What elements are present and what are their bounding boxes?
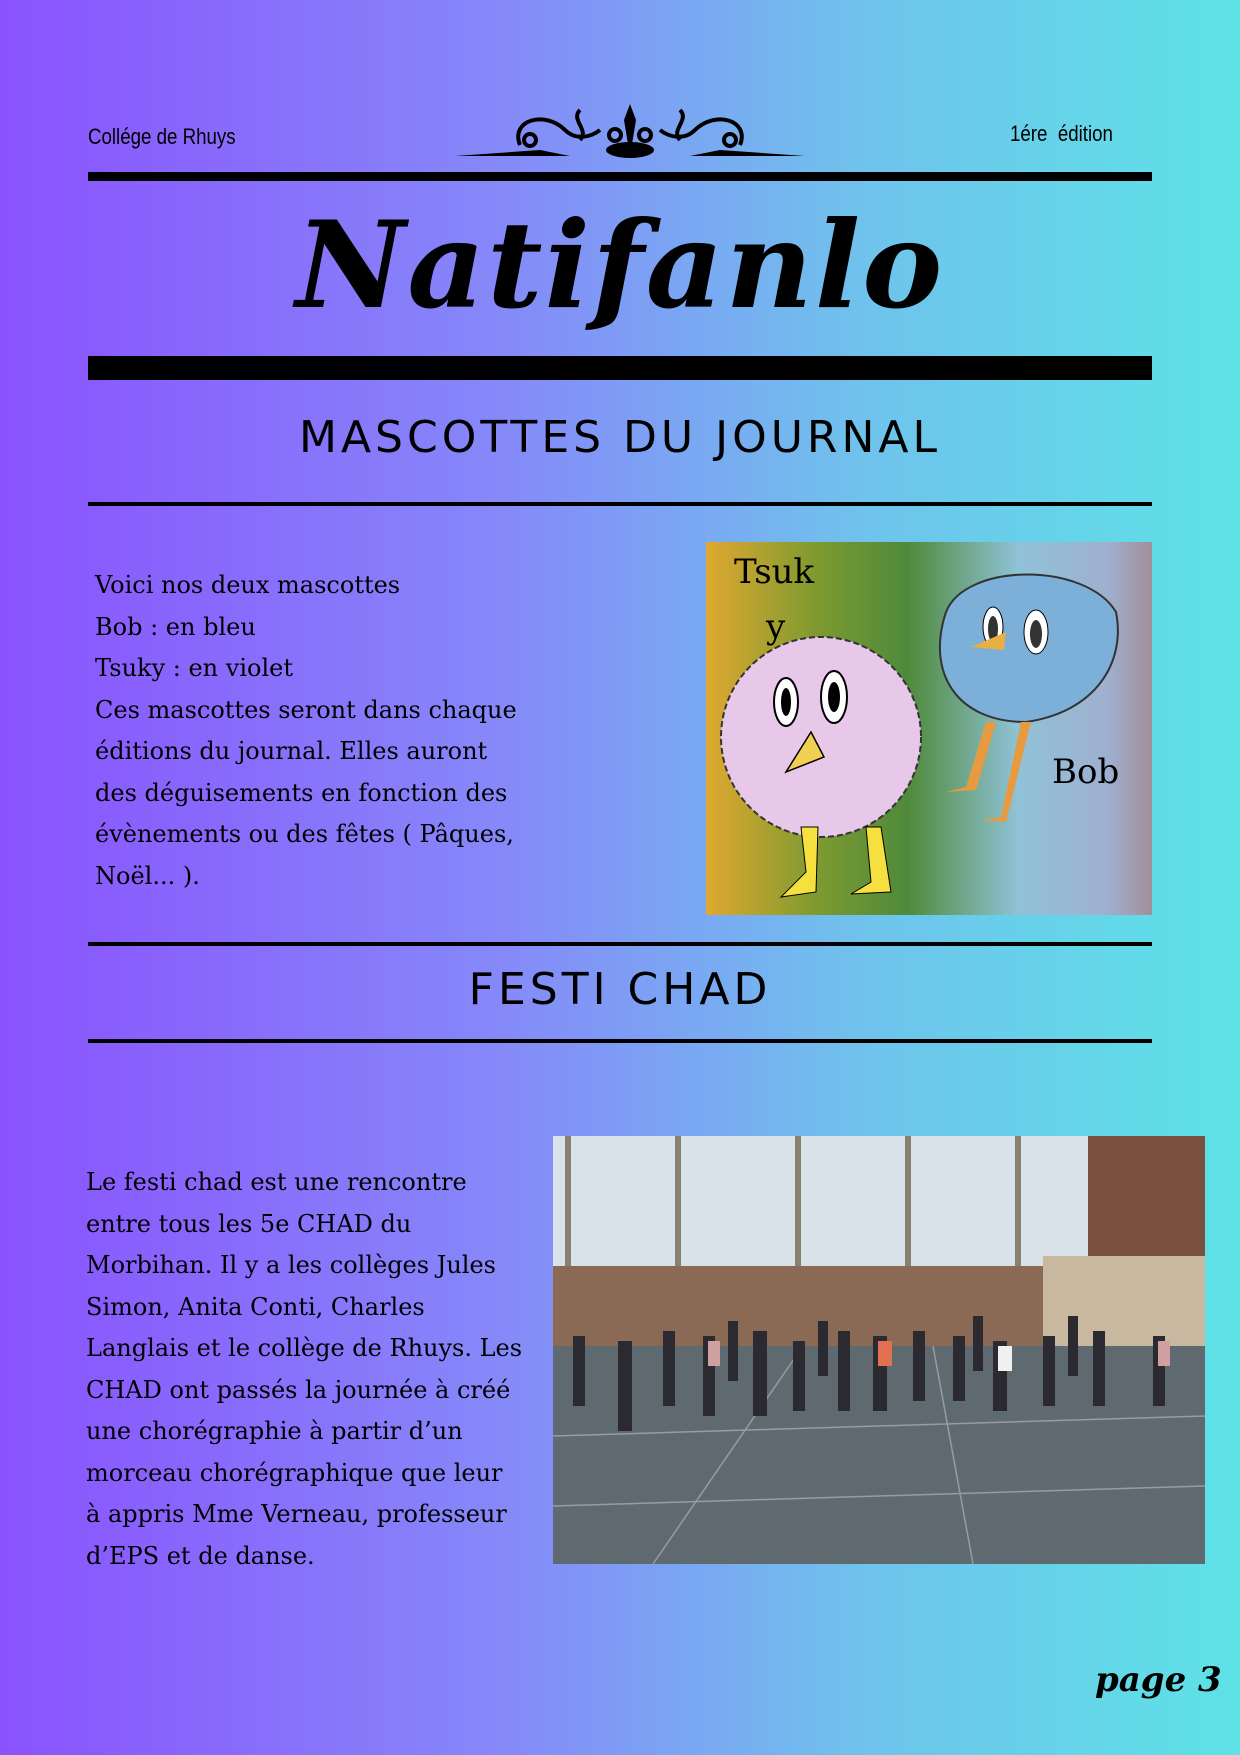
section-title-festi-chad: FESTI CHAD — [468, 964, 772, 1015]
school-name: Collége de Rhuys — [88, 124, 236, 149]
festi-chad-text — [86, 1162, 522, 1577]
text-line: Langlais et le collège de Rhuys. Les — [86, 1334, 523, 1362]
tsuky-label: Tsuk — [734, 552, 815, 592]
text-line: Morbihan. Il y a les collèges Jules — [86, 1251, 496, 1279]
mascots-image — [706, 542, 1152, 915]
tsuky-label-cont: y — [766, 607, 786, 647]
text-line: Le festi chad est une rencontre — [86, 1168, 467, 1196]
text-line: entre tous les 5e CHAD du — [86, 1209, 412, 1238]
text-line: Simon, Anita Conti, Charles — [86, 1292, 425, 1321]
masthead-rule — [88, 356, 1152, 380]
section-rule — [88, 942, 1152, 946]
ornament-icon — [450, 100, 810, 162]
festi-chad-photo — [553, 1136, 1205, 1564]
top-rule — [88, 172, 1152, 181]
mascottes-text — [95, 565, 517, 897]
text-line: Voici nos deux mascottes — [95, 571, 401, 599]
text-line: évènements ou des fêtes ( Pâques, — [95, 820, 514, 848]
text-line: d’EPS et de danse. — [86, 1541, 315, 1570]
text-line: éditions du journal. Elles auront — [95, 737, 488, 765]
text-line: Noël... ). — [95, 861, 200, 890]
text-line: morceau chorégraphique que leur — [86, 1458, 503, 1487]
section-rule — [88, 1039, 1152, 1043]
text-line: Tsuky : en violet — [95, 654, 293, 682]
text-line: une chorégraphie à partir d’un — [86, 1417, 463, 1445]
bob-label: Bob — [1052, 752, 1120, 792]
text-line: des déguisements en fonction des — [95, 778, 508, 807]
text-line: Bob : en bleu — [95, 612, 256, 641]
section-title-mascottes: MASCOTTES DU JOURNAL — [298, 412, 942, 463]
text-line: CHAD ont passés la journée à créé — [86, 1375, 511, 1404]
section-rule — [88, 502, 1152, 506]
page-number: page 3 — [1095, 1660, 1222, 1700]
edition-label: 1ére édition — [1010, 121, 1113, 146]
text-line: à appris Mme Verneau, professeur — [86, 1500, 507, 1528]
masthead-title: Natifanlo — [295, 195, 945, 336]
text-line: Ces mascottes seront dans chaque — [95, 695, 517, 724]
